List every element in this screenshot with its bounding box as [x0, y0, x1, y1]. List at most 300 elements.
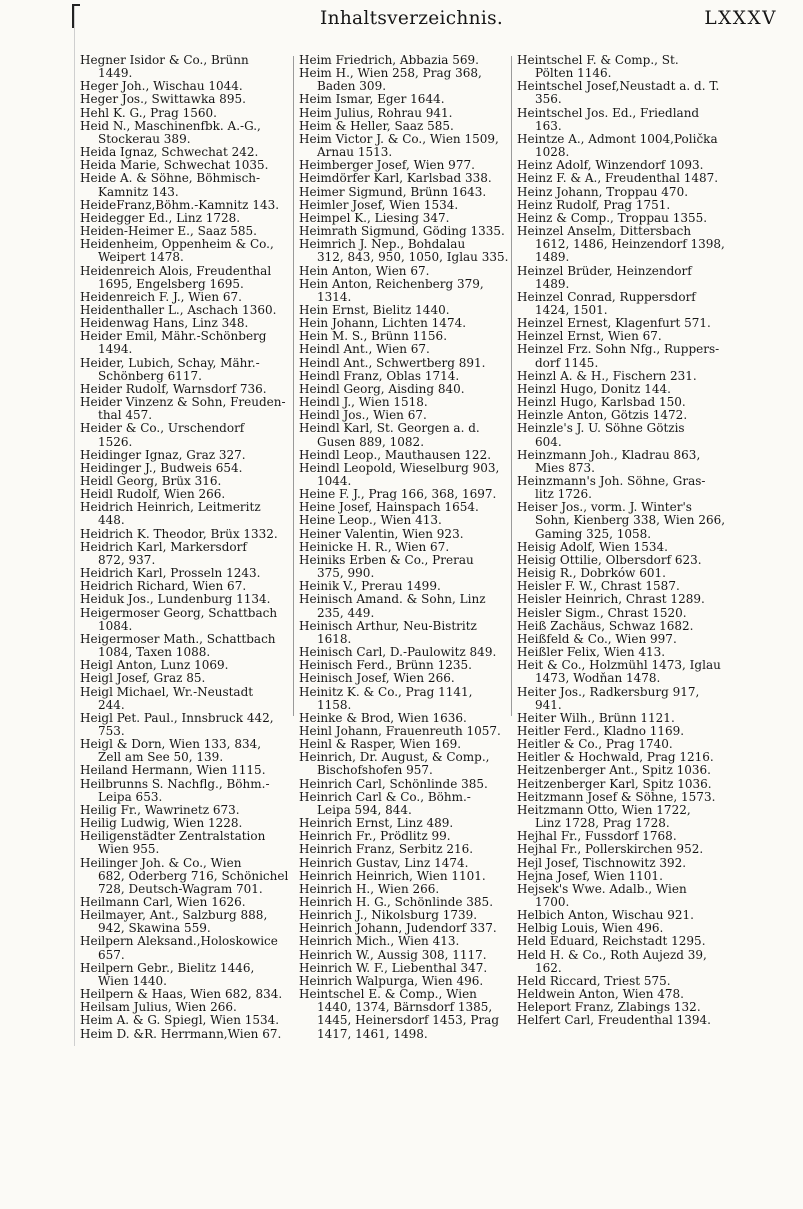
- entry-name: Heindl Leopold, Wieselburg 903,: [299, 460, 500, 475]
- index-entry: [80, 672, 290, 685]
- entry-name: Heinrich Mich., Wien 413.: [299, 934, 460, 949]
- entry-name: Held Eduard, Reichstadt 1295.: [517, 934, 706, 949]
- entry-continuation: 1449.: [98, 66, 133, 81]
- entry-name: Heinz F. & A., Freudenthal 1487.: [517, 171, 719, 186]
- column-divider: [511, 56, 512, 716]
- entry-name: Heinke & Brod, Wien 1636.: [299, 710, 467, 725]
- entry-name: Heinrich Ernst, Linz 489.: [299, 816, 454, 831]
- entry-name: Heidrich Richard, Wien 67.: [80, 579, 247, 594]
- entry-name: Heiligenstädter Zentralstation: [80, 829, 266, 844]
- entry-name: Heid N., Maschinenfbk. A.-G.,: [80, 118, 261, 133]
- entry-name: Heimer Sigmund, Brünn 1643.: [299, 184, 487, 199]
- entry-name: Heitzenberger Karl, Spitz 1036.: [517, 776, 712, 791]
- entry-name: Hein Anton, Wien 67.: [299, 263, 430, 278]
- entry-name: Heinrich, Dr. August, & Comp.,: [299, 750, 490, 765]
- entry-name: Heinrich H. G., Schönlinde 385.: [299, 895, 494, 909]
- entry-name: Heigermoser Math., Schattbach: [80, 631, 276, 646]
- entry-continuation: 1612, 1486, Heinzendorf 1398,: [535, 237, 725, 252]
- entry-name: Heim & Heller, Saaz 585.: [299, 118, 454, 133]
- index-entry: [517, 475, 725, 501]
- index-entry: [80, 199, 290, 212]
- entry-continuation: Bischofshofen 957.: [317, 763, 433, 778]
- entry-continuation: 941.: [535, 697, 562, 712]
- index-entry: [299, 843, 507, 856]
- index-entry: [80, 54, 290, 80]
- index-entry: [299, 935, 507, 948]
- entry-continuation: Mies 873.: [535, 460, 595, 475]
- entry-continuation: Pölten 1146.: [535, 66, 612, 81]
- index-entry: [517, 107, 725, 133]
- index-entry: [299, 514, 507, 527]
- entry-name: Heinzl Hugo, Donitz 144.: [517, 381, 671, 396]
- entry-name: Heim Julius, Rohrau 941.: [299, 105, 453, 120]
- index-entry: [80, 172, 290, 198]
- entry-name: Heigl Josef, Graz 85.: [80, 671, 206, 686]
- entry-name: Heinisch Carl, D.-Paulowitz 849.: [299, 645, 497, 660]
- entry-name: Heindl J., Wien 1518.: [299, 395, 428, 410]
- entry-continuation: 1473, Wodňan 1478.: [535, 671, 661, 686]
- index-entry: [517, 501, 725, 540]
- index-entry: [299, 449, 507, 462]
- entry-name: Helbig Louis, Wien 496.: [517, 921, 664, 936]
- entry-name: Heinzel Brüder, Heinzendorf: [517, 263, 692, 278]
- entry-continuation: dorf 1145.: [535, 355, 599, 370]
- index-entry: [517, 791, 725, 804]
- index-entry: [517, 949, 725, 975]
- entry-continuation: 1314.: [317, 289, 352, 304]
- index-entry: [517, 291, 725, 317]
- index-entry: [80, 935, 290, 961]
- index-entry: [80, 909, 290, 935]
- index-entry: [80, 541, 290, 567]
- index-entry: [517, 1014, 725, 1027]
- entry-name: Heinz Adolf, Winzendorf 1093.: [517, 158, 704, 173]
- entry-name: Hein Ernst, Bielitz 1440.: [299, 302, 450, 317]
- entry-name: Heindl Franz, Oblas 1714.: [299, 368, 460, 383]
- index-entry: [299, 370, 507, 383]
- entry-name: Heidenwag Hans, Linz 348.: [80, 316, 249, 331]
- index-entry: [80, 396, 290, 422]
- entry-name: Heinzel Ernest, Klagenfurt 571.: [517, 316, 711, 331]
- entry-name: Heinl Johann, Frauenreuth 1057.: [299, 723, 501, 738]
- entry-continuation: 1618.: [317, 631, 352, 646]
- entry-continuation: 1044.: [317, 474, 352, 488]
- entry-continuation: Arnau 1513.: [317, 145, 393, 160]
- index-entry: [80, 291, 290, 304]
- entry-name: Heidenheim, Oppenheim & Co.,: [80, 237, 274, 252]
- index-entry: [80, 830, 290, 856]
- index-entry: [80, 357, 290, 383]
- entry-name: Heitzmann Otto, Wien 1722,: [517, 802, 691, 817]
- index-entry: [517, 935, 725, 948]
- entry-name: Heindl Ant., Wien 67.: [299, 342, 430, 357]
- entry-name: Heidenreich F. J., Wien 67.: [80, 289, 242, 304]
- index-entry: [299, 186, 507, 199]
- entry-name: Heinrich Heinrich, Wien 1101.: [299, 868, 486, 883]
- entry-name: Heider Rudolf, Warnsdorf 736.: [80, 381, 267, 396]
- entry-name: Heimrich J. Nep., Bohdalau: [299, 237, 466, 252]
- entry-name: Heinzle's J. U. Söhne Götzis: [517, 421, 685, 436]
- entry-name: Heinrich H., Wien 266.: [299, 881, 440, 896]
- entry-name: Heidinger J., Budweis 654.: [80, 460, 243, 475]
- entry-name: Hehl K. G., Prag 1560.: [80, 105, 217, 120]
- entry-name: Heidenthaller L., Aschach 1360.: [80, 302, 277, 317]
- entry-name: Heitzmann Josef & Söhne, 1573.: [517, 789, 716, 804]
- entry-name: Heigl Anton, Lunz 1069.: [80, 658, 229, 673]
- entry-continuation: 728, Deutsch-Wagram 701.: [98, 881, 263, 896]
- index-entry: [299, 857, 507, 870]
- entry-continuation: 604.: [535, 434, 562, 449]
- index-entry: [80, 238, 290, 264]
- entry-continuation: 448.: [98, 513, 125, 528]
- entry-name: Heilsam Julius, Wien 266.: [80, 1000, 237, 1015]
- index-entry: [517, 764, 725, 777]
- entry-continuation: 1028.: [535, 145, 570, 160]
- entry-name: Hejsek's Wwe. Adalb., Wien: [517, 881, 687, 896]
- entry-name: Heim Ismar, Eger 1644.: [299, 92, 445, 107]
- entry-name: Heindl Ant., Schwertberg 891.: [299, 355, 486, 370]
- entry-name: Heisler Heinrich, Chrast 1289.: [517, 592, 705, 607]
- entry-continuation: 356.: [535, 92, 562, 107]
- entry-name: Heger Jos., Swittawka 895.: [80, 92, 246, 107]
- entry-name: Heinrich Carl, Schönlinde 385.: [299, 776, 488, 791]
- entry-name: Heine Josef, Hainspach 1654.: [299, 500, 479, 515]
- index-column-1: [80, 54, 290, 1041]
- index-entry: [299, 554, 507, 580]
- entry-name: Heinrich W., Aussig 308, 1117.: [299, 947, 487, 962]
- entry-name: Hein M. S., Brünn 1156.: [299, 329, 448, 344]
- entry-name: Heintschel Josef,Neustadt a. d. T.: [517, 79, 720, 94]
- index-entry: [80, 778, 290, 804]
- entry-name: Heinik V., Prerau 1499.: [299, 579, 441, 594]
- index-entry: [299, 343, 507, 356]
- index-entry: [517, 225, 725, 264]
- entry-continuation: Weipert 1478.: [98, 250, 184, 265]
- entry-name: Heidinger Ignaz, Graz 327.: [80, 447, 246, 462]
- entry-continuation: 375, 990.: [317, 566, 375, 581]
- index-entry: [517, 804, 725, 830]
- entry-continuation: 753.: [98, 723, 125, 738]
- index-entry: [517, 133, 725, 159]
- entry-continuation: 1440, 1374, Bärnsdorf 1385,: [317, 1000, 493, 1015]
- index-entry: [517, 870, 725, 883]
- index-entry: [517, 343, 725, 369]
- entry-name: Heisler Sigm., Chrast 1520.: [517, 605, 687, 620]
- entry-name: Heinrich Johann, Judendorf 337.: [299, 921, 497, 936]
- entry-continuation: Wien 1440.: [98, 973, 167, 988]
- entry-name: Heigermoser Georg, Schattbach: [80, 605, 278, 620]
- entry-continuation: 1700.: [535, 895, 570, 909]
- entry-continuation: Schönberg 6117.: [98, 368, 202, 383]
- index-entry: [299, 93, 507, 106]
- index-entry: [80, 593, 290, 606]
- entry-name: Heißfeld & Co., Wien 997.: [517, 631, 677, 646]
- index-entry: [299, 278, 507, 304]
- entry-continuation: Wien 955.: [98, 842, 160, 857]
- index-entry: [299, 528, 507, 541]
- column-divider: [293, 56, 294, 716]
- entry-name: Heim H., Wien 258, Prag 368,: [299, 66, 482, 81]
- entry-name: Heilinger Joh. & Co., Wien: [80, 855, 242, 870]
- entry-name: Heinzel Anselm, Dittersbach: [517, 224, 692, 239]
- entry-name: Heiland Hermann, Wien 1115.: [80, 763, 266, 778]
- entry-name: Heigl & Dorn, Wien 133, 834,: [80, 737, 262, 752]
- index-entry: [299, 172, 507, 185]
- entry-name: Heitzenberger Ant., Spitz 1036.: [517, 763, 711, 778]
- entry-name: Hejl Josef, Tischnowitz 392.: [517, 855, 687, 870]
- entry-name: Heiniks Erben & Co., Prerau: [299, 552, 474, 567]
- entry-name: Heim Victor J. & Co., Wien 1509,: [299, 131, 499, 146]
- index-entry: [80, 607, 290, 633]
- entry-name: Heilmann Carl, Wien 1626.: [80, 895, 246, 909]
- entry-continuation: 657.: [98, 947, 125, 962]
- index-entry: [299, 120, 507, 133]
- entry-continuation: thal 457.: [98, 408, 153, 423]
- entry-name: Helbich Anton, Wischau 921.: [517, 908, 694, 923]
- index-entry: [299, 870, 507, 883]
- entry-name: Heide A. & Söhne, Böhmisch-: [80, 171, 261, 186]
- entry-name: Heinrich W. F., Liebenthal 347.: [299, 960, 488, 975]
- entry-name: Heinrich Fr., Prödlitz 99.: [299, 829, 451, 844]
- entry-name: Heindl Georg, Aisding 840.: [299, 381, 465, 396]
- entry-name: Heider & Co., Urschendorf: [80, 421, 245, 436]
- entry-continuation: 1494.: [98, 342, 133, 357]
- entry-name: Heilpern Aleksand.,Holoskowice: [80, 934, 278, 949]
- entry-name: Heinitz K. & Co., Prag 1141,: [299, 684, 473, 699]
- index-entry: [517, 686, 725, 712]
- entry-continuation: 163.: [535, 118, 562, 133]
- entry-name: Heinrich Franz, Serbitz 216.: [299, 842, 474, 857]
- index-entry: [299, 541, 507, 554]
- entry-continuation: litz 1726.: [535, 487, 592, 502]
- index-entry: [299, 238, 507, 264]
- entry-name: Hejhal Fr., Fussdorf 1768.: [517, 829, 677, 844]
- entry-name: Heinzl A. & H., Fischern 231.: [517, 368, 697, 383]
- entry-name: Heit & Co., Holzmühl 1473, Iglau: [517, 658, 721, 673]
- entry-name: Heimberger Josef, Wien 977.: [299, 158, 475, 173]
- index-entry: [299, 949, 507, 962]
- entry-continuation: Gaming 325, 1058.: [535, 526, 652, 541]
- entry-name: Heim Friedrich, Abbazia 569.: [299, 53, 479, 67]
- entry-name: Heindl Jos., Wien 67.: [299, 408, 427, 423]
- entry-continuation: 162.: [535, 960, 562, 975]
- entry-name: Heinz Johann, Troppau 470.: [517, 184, 689, 199]
- index-entry: [80, 330, 290, 356]
- entry-name: Heida Ignaz, Schwechat 242.: [80, 145, 259, 160]
- entry-name: Heimler Josef, Wien 1534.: [299, 197, 459, 212]
- entry-name: Heidl Georg, Brüx 316.: [80, 474, 222, 488]
- index-entry: [517, 186, 725, 199]
- index-entry: [80, 449, 290, 462]
- entry-name: Heinzel Frz. Sohn Nfg., Ruppers-: [517, 342, 720, 357]
- entry-continuation: 682, Oderberg 716, Schönichel: [98, 868, 289, 883]
- entry-continuation: 235, 449.: [317, 605, 375, 620]
- entry-name: Heinz Rudolf, Prag 1751.: [517, 197, 671, 212]
- entry-name: Heitler Ferd., Kladno 1169.: [517, 723, 685, 738]
- entry-continuation: Baden 309.: [317, 79, 387, 94]
- entry-name: Heimrath Sigmund, Göding 1335.: [299, 224, 505, 239]
- entry-name: Held H. & Co., Roth Aujezd 39,: [517, 947, 707, 962]
- corner-mark: [72, 4, 80, 28]
- entry-name: Heider Emil, Mähr.-Schönberg: [80, 329, 267, 344]
- index-entry: [299, 686, 507, 712]
- index-entry: [299, 462, 507, 488]
- entry-name: Heisig Ottilie, Olbersdorf 623.: [517, 552, 702, 567]
- index-entry: [299, 962, 507, 975]
- entry-name: Heintze A., Admont 1004,Polička: [517, 131, 718, 146]
- entry-name: Heigl Michael, Wr.-Neustadt: [80, 684, 254, 699]
- index-entry: [517, 607, 725, 620]
- entry-name: HeideFranz,Böhm.-Kamnitz 143.: [80, 197, 280, 212]
- index-entry: [80, 712, 290, 738]
- entry-continuation: 1417, 1461, 1498.: [317, 1026, 428, 1041]
- entry-continuation: Stockerau 389.: [98, 131, 191, 146]
- index-column-3: [517, 54, 725, 1028]
- entry-name: Heiser Jos., vorm. J. Winter's: [517, 500, 692, 515]
- entry-name: Heinzmann's Joh. Söhne, Gras-: [517, 474, 706, 488]
- entry-name: Heilpern Gebr., Bielitz 1446,: [80, 960, 255, 975]
- entry-name: Heisig R., Dobrków 601.: [517, 566, 666, 581]
- entry-continuation: Leipa 594, 844.: [317, 802, 412, 817]
- index-entry: [299, 791, 507, 817]
- entry-continuation: 244.: [98, 697, 125, 712]
- index-entry: [80, 422, 290, 448]
- index-entry: [517, 593, 725, 606]
- entry-name: Heidegger Ed., Linz 1728.: [80, 210, 241, 225]
- entry-name: Heidrich Karl, Prosseln 1243.: [80, 566, 261, 581]
- entry-continuation: Gusen 889, 1082.: [317, 434, 425, 449]
- index-entry: [299, 988, 507, 1041]
- index-entry: [517, 54, 725, 80]
- entry-name: Heidl Rudolf, Wien 266.: [80, 487, 226, 502]
- entry-name: Heinzle Anton, Götzis 1472.: [517, 408, 688, 423]
- entry-continuation: 1084, Taxen 1088.: [98, 645, 211, 660]
- page-title: Inhaltsverzeichnis.: [320, 8, 504, 29]
- entry-name: Heinicke H. R., Wien 67.: [299, 539, 450, 554]
- entry-continuation: 1695, Engelsberg 1695.: [98, 276, 244, 291]
- entry-name: Heiner Valentin, Wien 923.: [299, 526, 464, 541]
- index-entry: [80, 962, 290, 988]
- entry-name: Heidrich Karl, Markersdorf: [80, 539, 247, 554]
- entry-continuation: 1424, 1501.: [535, 302, 608, 317]
- entry-continuation: 1489.: [535, 276, 570, 291]
- entry-name: Heida Marie, Schwechat 1035.: [80, 158, 269, 173]
- entry-name: Heinzmann Joh., Kladrau 863,: [517, 447, 701, 462]
- entry-name: Heitler & Hochwald, Prag 1216.: [517, 750, 714, 765]
- index-entry: [299, 751, 507, 777]
- entry-name: Heintschel E. & Comp., Wien: [299, 987, 477, 1002]
- entry-continuation: 1084.: [98, 618, 133, 633]
- entry-name: Heisler F. W., Chrast 1587.: [517, 579, 680, 594]
- entry-name: Heidrich Heinrich, Leitmeritz: [80, 500, 261, 515]
- index-entry: [517, 199, 725, 212]
- index-entry: [517, 712, 725, 725]
- entry-name: Heinrich Carl & Co., Böhm.-: [299, 789, 471, 804]
- index-entry: [80, 1014, 290, 1027]
- index-entry: [517, 778, 725, 791]
- entry-name: Heim A. & G. Spiegl, Wien 1534.: [80, 1013, 280, 1028]
- entry-name: Heinisch Josef, Wien 266.: [299, 671, 455, 686]
- entry-name: Heisig Adolf, Wien 1534.: [517, 539, 668, 554]
- index-entry: [299, 620, 507, 646]
- entry-continuation: 1489.: [535, 250, 570, 265]
- index-entry: [299, 67, 507, 93]
- index-entry: [517, 172, 725, 185]
- entry-name: Heider, Lubich, Schay, Mähr.-: [80, 355, 260, 370]
- entry-name: Heger Joh., Wischau 1044.: [80, 79, 243, 94]
- entry-name: Heinrich Walpurga, Wien 496.: [299, 973, 484, 988]
- index-entry: [299, 593, 507, 619]
- entry-continuation: 1526.: [98, 434, 133, 449]
- entry-name: Hejna Josef, Wien 1101.: [517, 868, 663, 883]
- index-entry: [299, 199, 507, 212]
- entry-name: Heinisch Ferd., Brünn 1235.: [299, 658, 472, 673]
- entry-name: Heindl Leop., Mauthausen 122.: [299, 447, 492, 462]
- entry-name: Heilpern & Haas, Wien 682, 834.: [80, 987, 283, 1002]
- entry-name: Heidenreich Alois, Freudenthal: [80, 263, 272, 278]
- index-column-2: [299, 54, 507, 1041]
- entry-name: Hein Johann, Lichten 1474.: [299, 316, 467, 331]
- index-entry: [80, 528, 290, 541]
- entry-name: Heiden-Heimer E., Saaz 585.: [80, 224, 257, 239]
- entry-name: Heilmayer, Ant., Salzburg 888,: [80, 908, 268, 923]
- entry-continuation: 942, Skawina 559.: [98, 921, 211, 936]
- entry-name: Heintschel Jos. Ed., Friedland: [517, 105, 700, 120]
- entry-name: Heilbrunns S. Nachflg., Böhm.-: [80, 776, 270, 791]
- entry-name: Heimpel K., Liesing 347.: [299, 210, 450, 225]
- index-entry: [80, 686, 290, 712]
- entry-name: Heinisch Arthur, Neu-Bistritz: [299, 618, 477, 633]
- index-entry: [517, 80, 725, 106]
- index-entry: [80, 764, 290, 777]
- entry-name: Hein Anton, Reichenberg 379,: [299, 276, 484, 291]
- index-entry: [299, 107, 507, 120]
- entry-name: Heimdörfer Karl, Karlsbad 338.: [299, 171, 492, 186]
- index-entry: [80, 120, 290, 146]
- index-entry: [80, 107, 290, 120]
- index-entry: [517, 883, 725, 909]
- entry-name: Heißler Felix, Wien 413.: [517, 645, 666, 660]
- entry-name: Heim D. &R. Herrmann,Wien 67.: [80, 1026, 282, 1041]
- entry-name: Heiter Wilh., Brünn 1121.: [517, 710, 675, 725]
- index-entry: [517, 422, 725, 448]
- entry-name: Helfert Carl, Freudenthal 1394.: [517, 1013, 711, 1028]
- index-entry: [80, 1028, 290, 1041]
- entry-name: Heilig Ludwig, Wien 1228.: [80, 816, 243, 831]
- index-entry: [80, 738, 290, 764]
- index-entry: [80, 93, 290, 106]
- entry-continuation: Sohn, Kienberg 338, Wien 266,: [535, 513, 726, 528]
- entry-continuation: 312, 843, 950, 1050, Iglau 335.: [317, 250, 509, 265]
- entry-name: Hejhal Fr., Pollerskirchen 952.: [517, 842, 704, 857]
- index-entry: [517, 857, 725, 870]
- entry-name: Heleport Franz, Zlabings 132.: [517, 1000, 701, 1015]
- index-entry: [517, 541, 725, 554]
- index-entry: [299, 778, 507, 791]
- entry-name: Heindl Karl, St. Georgen a. d.: [299, 421, 480, 436]
- entry-name: Hegner Isidor & Co., Brünn: [80, 53, 249, 67]
- entry-continuation: Linz 1728, Prag 1728.: [535, 816, 670, 831]
- entry-name: Heintschel F. & Comp., St.: [517, 53, 679, 67]
- entry-continuation: Leipa 653.: [98, 789, 163, 804]
- index-entry: [80, 501, 290, 527]
- index-entry: [299, 133, 507, 159]
- entry-continuation: 1158.: [317, 697, 352, 712]
- entry-name: Heiduk Jos., Lundenburg 1134.: [80, 592, 271, 607]
- index-entry: [517, 659, 725, 685]
- entry-continuation: 872, 937.: [98, 552, 156, 567]
- index-entry: [299, 672, 507, 685]
